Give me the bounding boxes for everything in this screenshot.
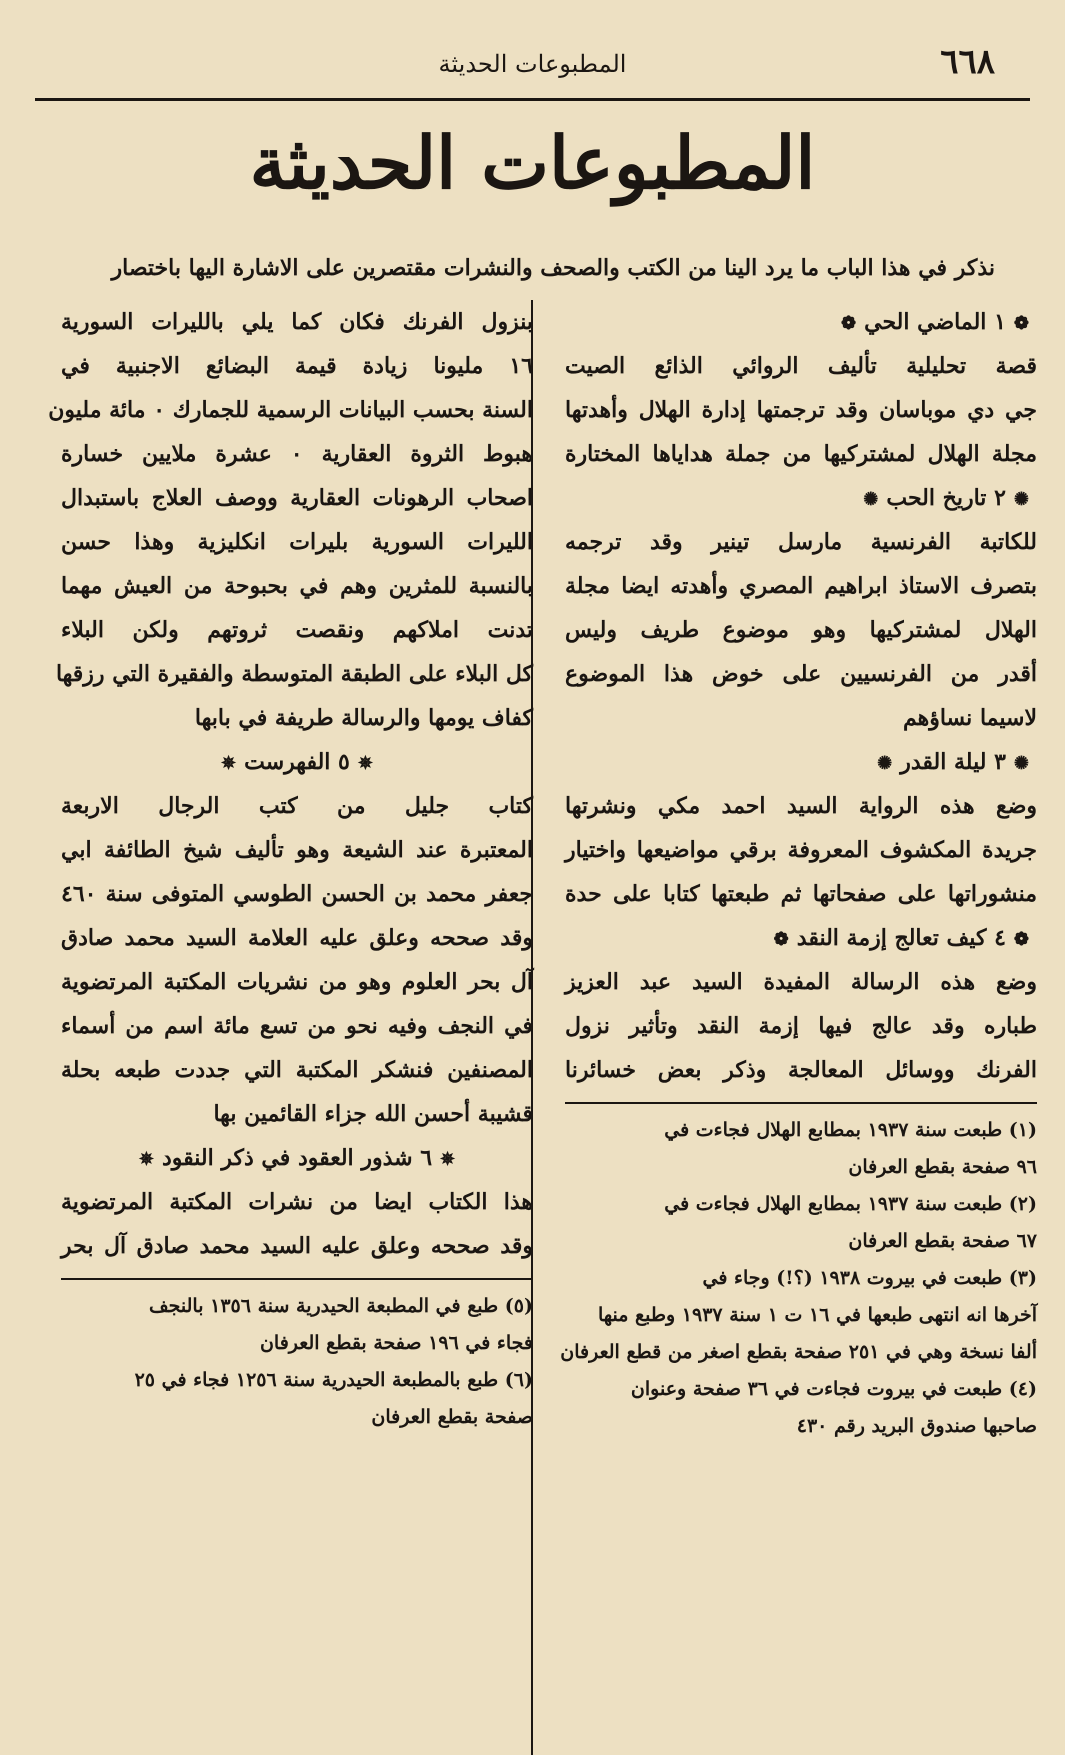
paragraph-line: ١٦ مليونا زيادة قيمة البضائع الاجنبية في [61,353,533,379]
paragraph-line: كل البلاء على الطبقة المتوسطة والفقيرة التي رزقها [55,661,533,687]
footnote-line: صاحبها صندوق البريد رقم ٤٣٠ [796,1415,1037,1437]
ornament-icon: ✵ [357,753,373,774]
paragraph-line: وضع هذه الرسالة المفيدة السيد عبد العزيز [565,969,1037,995]
heading-1-text: ١ الماضي الحي [864,309,1006,335]
heading-1 [565,300,1037,344]
paragraph-line: الليرات السورية بليرات انكليزية وهذا حسن [61,529,533,555]
heading-3-text: ٣ ليلة القدر [900,749,1006,775]
paragraph-line: قصة تحليلية تأليف الروائي الذائع الصيت [565,353,1037,379]
heading-4-text: ٤ كيف تعالج إزمة النقد [796,925,1006,951]
ornament-icon: ✺ [1013,489,1029,510]
left-column [48,300,533,1436]
intro-line: نذكر في هذا الباب ما يرد الينا من الكتب والصحف والنشرات مقتصرين على الاشارة اليها باختصار [111,255,995,281]
paragraph-line: كتاب جليل من كتب الرجال الاربعة [61,793,533,819]
footnote-line: فجاء في ١٩٦ صفحة بقطع العرفان [259,1332,533,1354]
ornament-icon: ✵ [440,1149,456,1170]
heading-4 [565,916,1037,960]
ornament-icon: ✺ [877,753,893,774]
footnote-line: (٣) طبعت في بيروت ١٩٣٨ (؟!) وجاء في [702,1267,1037,1289]
footnote-line: (٥) طبع في المطبعة الحيدرية سنة ١٣٥٦ بالنجف [148,1295,533,1317]
footnote-line: آخرها انه انتهى طبعها في ١٦ ت ١ سنة ١٩٣٧ وطبع منها [597,1304,1037,1326]
footnote-line: (٦) طبع بالمطبعة الحيدرية سنة ١٢٥٦ فجاء في ٢٥ [134,1369,533,1391]
paragraph-line: بتصرف الاستاذ ابراهيم المصري وأهدته ايضا مجلة [565,573,1037,599]
page-number: ٦٦٨ [940,42,995,82]
ornament-icon: ❁ [1013,929,1029,950]
paragraph-line: اصحاب الرهونات العقارية ووصف العلاج باستبدال [61,485,533,511]
paragraph-line: وقد صححه وعلق عليه السيد محمد صادق آل بحر [61,1233,533,1259]
heading-6-text: ٦ شذور العقود في ذكر النقود [161,1145,433,1171]
ornament-icon: ✵ [138,1149,154,1170]
footnote-rule [565,1102,1037,1104]
ornament-icon: ✵ [221,753,237,774]
paragraph-line: وضع هذه الرواية السيد احمد مكي ونشرتها [565,793,1037,819]
paragraph-line: في النجف وفيه نحو من تسع مائة اسم من أسماء [61,1013,533,1039]
paragraph-line: قشيبة أحسن الله جزاء القائمين بها [213,1101,533,1127]
paragraph-line: بالنسبة للمثرين وهم في بحبوحة من العيش مهما [61,573,533,599]
ornament-icon: ✺ [1013,753,1029,774]
footnote-line: ٦٧ صفحة بقطع العرفان [848,1230,1037,1252]
paragraph-line: هذا الكتاب ايضا من نشرات المكتبة المرتضوية [61,1189,533,1215]
footnote-line: (١) طبعت سنة ١٩٣٧ بمطابع الهلال فجاءت في [664,1119,1037,1141]
paragraph-line: هبوط الثروة العقارية ٠ عشرة ملايين خسارة [61,441,533,467]
footnote-line: ألفا نسخة وهي في ٢٥١ صفحة بقطع اصغر من قطع العرفان [560,1341,1037,1363]
paragraph-line: السنة بحسب البيانات الرسمية للجمارك ٠ مائة مليون [48,397,533,423]
paragraph-line: أقدر من الفرنسيين على خوض هذا الموضوع [565,661,1037,687]
heading-6 [61,1136,533,1180]
paragraph-line: منشوراتها على صفحاتها ثم طبعتها كتابا على حدة [565,881,1037,907]
footnote-line: (٤) طبعت في بيروت فجاءت في ٣٦ صفحة وعنوان [630,1378,1037,1400]
paragraph-line: للكاتبة الفرنسية مارسل تينير وقد ترجمه [565,529,1037,555]
section-title: المطبوعات الحديثة [249,120,816,205]
right-column [560,300,1037,1445]
footnote-line: صفحة بقطع العرفان [371,1406,533,1428]
paragraph-line: الفرنك ووسائل المعالجة وذكر بعض خسائرنا [565,1057,1037,1083]
ornament-icon: ❁ [841,313,857,334]
heading-2 [565,476,1037,520]
heading-3 [565,740,1037,784]
footnote-line: (٢) طبعت سنة ١٩٣٧ بمطابع الهلال فجاءت في [664,1193,1037,1215]
ornament-icon: ❁ [1013,313,1029,334]
footnote-rule [61,1278,533,1280]
paragraph-line: وقد صححه وعلق عليه العلامة السيد محمد صادق [61,925,533,951]
footnote-line: ٩٦ صفحة بقطع العرفان [848,1156,1037,1178]
heading-2-text: ٢ تاريخ الحب [886,485,1006,511]
running-title: المطبوعات الحديثة [438,50,627,78]
paragraph-line: آل بحر العلوم وهو من نشريات المكتبة المرتضوية [61,969,533,995]
paragraph-line: تدنت املاكهم ونقصت ثروتهم ولكن البلاء [61,617,533,643]
heading-5-text: ٥ الفهرست [244,749,350,775]
paragraph-line: بنزول الفرنك فكان كما يلي بالليرات السورية [61,309,533,335]
paragraph-line: طباره وقد عالج فيها إزمة النقد وتأثير نزول [565,1013,1037,1039]
heading-5 [61,740,533,784]
paragraph-line: مجلة الهلال لمشتركيها من جملة هداياها المختارة [565,441,1037,467]
paragraph-line: الهلال لمشتركيها وهو موضوع طريف وليس [565,617,1037,643]
paragraph-line: لاسيما نساؤهم [902,705,1037,731]
paragraph-line: كفاف يومها والرسالة طريفة في بابها [194,705,533,731]
paragraph-line: جريدة المكشوف المعروفة برقي مواضيعها واختيار [565,837,1037,863]
ornament-icon: ❁ [773,929,789,950]
ornament-icon: ✺ [863,489,879,510]
paragraph-line: المعتبرة عند الشيعة وهو تأليف شيخ الطائفة ابي [61,837,533,863]
paragraph-line: جي دي موباسان وقد ترجمتها إدارة الهلال وأهدتها [565,397,1037,423]
paragraph-line: جعفر محمد بن الحسن الطوسي المتوفى سنة ٤٦٠ [61,881,533,907]
paragraph-line: المصنفين فنشكر المكتبة التي جددت طبعه بحلة [61,1057,533,1083]
header-rule [35,98,1030,101]
